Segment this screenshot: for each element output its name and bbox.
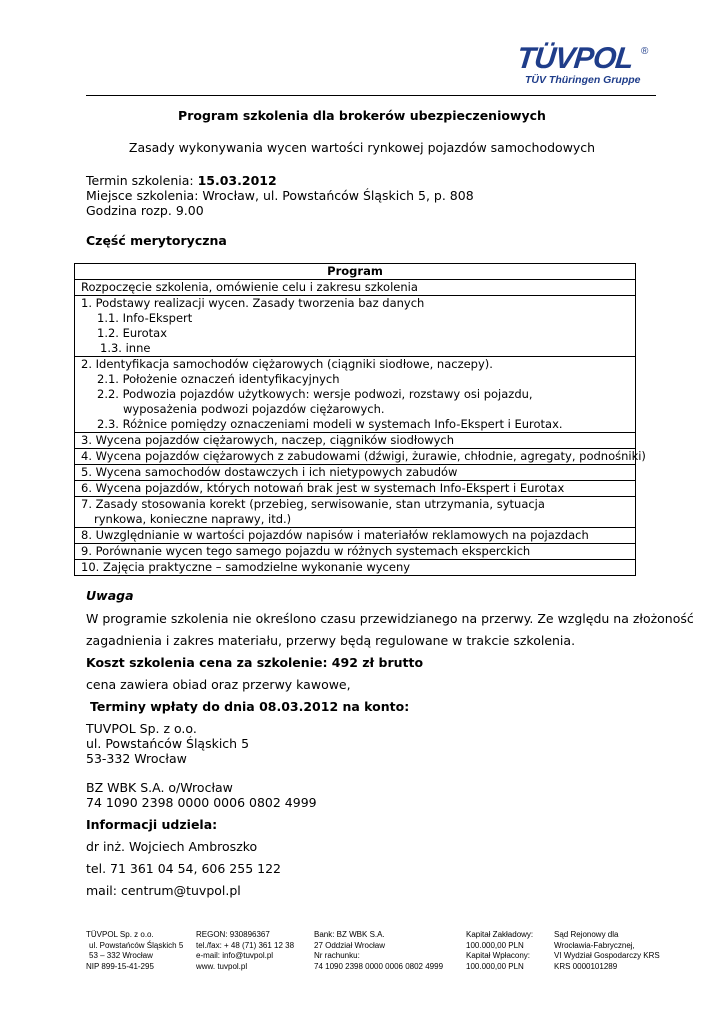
footer-line: Wrocławia-Fabrycznej, — [554, 940, 635, 950]
footer-line: 53 – 332 Wrocław — [89, 951, 153, 960]
footer-line: Nr rachunku: — [314, 951, 360, 960]
program-item: 6. Wycena pojazdów, których notowań brak jest w systemach Info-Ekspert i Eurotax — [81, 481, 565, 495]
document-subtitle: Zasady wykonywania wycen wartości rynkowej pojazdów samochodowych — [128, 140, 596, 155]
footer-line: e-mail: info@tuvpol.pl — [196, 951, 274, 960]
training-date — [86, 173, 277, 188]
footer-registration — [196, 930, 294, 972]
training-date-value: 15.03.2012 — [197, 173, 277, 188]
company-city: 53-332 Wrocław — [86, 751, 187, 766]
program-row — [75, 528, 635, 544]
program-row — [75, 357, 635, 433]
program-subitem: 2.2. Podwozia pojazdów użytkowych: wersje podwozi, rozstawy osi pojazdu, — [97, 387, 533, 401]
footer-line: Sąd Rejonowy dla — [554, 930, 619, 939]
contact-email: mail: centrum@tuvpol.pl — [86, 883, 241, 898]
program-subitem: 1.1. Info-Ekspert — [97, 311, 193, 325]
footer-line: REGON: 930896367 — [196, 930, 270, 939]
program-row — [75, 497, 635, 528]
logo-wordmark: TÜVPOL — [515, 42, 635, 75]
program-item: 7. Zasady stosowania korekt (przebieg, serwisowanie, stan utrzymania, sytuacja — [81, 497, 545, 511]
footer-line: Kapitał Wpłacony: — [466, 951, 531, 960]
logo-subtitle: TÜV Thüringen Gruppe — [525, 74, 641, 86]
program-table-header: Program — [75, 264, 635, 280]
program-item: 4. Wycena pojazdów ciężarowych z zabudowami (dźwigi, żurawie, chłodnie, agregaty, podnośniki) — [81, 449, 646, 463]
note-text-line: W programie szkolenia nie określono czasu przewidzianego na przerwy. Ze względu na złożoność — [86, 611, 694, 626]
program-row — [75, 449, 646, 465]
cost-note: cena zawiera obiad oraz przerwy kawowe, — [86, 677, 351, 692]
footer-line: www. tuvpol.pl — [196, 961, 248, 971]
program-item: 9. Porównanie wycen tego samego pojazdu w różnych systemach eksperckich — [81, 544, 531, 558]
footer-line: NIP 899-15-41-295 — [86, 961, 154, 971]
footer-line: KRS 0000101289 — [554, 961, 618, 971]
training-start-time: Godzina rozp. 9.00 — [86, 203, 204, 218]
training-place: Miejsce szkolenia: Wrocław, ul. Powstańców Śląskich 5, p. 808 — [86, 188, 474, 203]
contact-person: dr inż. Wojciech Ambroszko — [86, 839, 258, 854]
footer-line: 27 Oddział Wrocław — [314, 940, 385, 950]
tuvpol-logo — [517, 44, 657, 90]
cost-line: Koszt szkolenia cena za szkolenie: 492 zł brutto — [86, 655, 424, 670]
company-name: TUVPOL Sp. z o.o. — [86, 721, 197, 736]
program-row — [75, 481, 635, 497]
payment-deadline: Terminy wpłaty do dnia 08.03.2012 na konto: — [90, 699, 410, 714]
footer-capital — [466, 930, 533, 972]
registered-mark: ® — [641, 46, 649, 57]
program-item-continuation: rynkowa, konieczne naprawy, itd.) — [94, 512, 292, 526]
footer-line: tel./fax: + 48 (71) 361 12 38 — [196, 940, 295, 950]
program-row — [75, 296, 635, 357]
footer-court — [554, 930, 660, 972]
footer-line: 100.000,00 PLN — [466, 961, 524, 971]
note-text-line: zagadnienia i zakres materiału, przerwy będą regulowane w trakcie szkolenia. — [86, 633, 576, 648]
note-heading: Uwaga — [86, 588, 134, 603]
footer-line: VI Wydział Gospodarczy KRS — [554, 951, 660, 960]
bank-account: 74 1090 2398 0000 0006 0802 4999 — [86, 795, 317, 810]
program-subitem-continuation: wyposażenia podwozi pojazdów ciężarowych. — [123, 402, 385, 416]
program-item: Rozpoczęcie szkolenia, omówienie celu i zakresu szkolenia — [81, 280, 418, 294]
section-heading: Część merytoryczna — [86, 233, 227, 248]
program-row — [75, 433, 635, 449]
footer-line: Bank: BZ WBK S.A. — [314, 930, 385, 939]
bank-name: BZ WBK S.A. o/Wrocław — [86, 780, 233, 795]
header-divider — [86, 95, 656, 96]
program-subitem: 1.3. inne — [100, 341, 151, 355]
training-date-label: Termin szkolenia: — [86, 173, 198, 188]
program-row — [75, 544, 635, 560]
program-item: 1. Podstawy realizacji wycen. Zasady tworzenia baz danych — [81, 296, 425, 310]
company-street: ul. Powstańców Śląskich 5 — [86, 736, 250, 751]
program-subitem: 2.3. Różnice pomiędzy oznaczeniami modeli w systemach Info-Ekspert i Eurotax. — [97, 417, 563, 431]
program-table — [74, 263, 646, 576]
program-item: 5. Wycena samochodów dostawczych i ich nietypowych zabudów — [81, 465, 458, 479]
program-row — [75, 560, 635, 575]
contact-heading: Informacji udziela: — [86, 817, 218, 832]
footer-line: TÜVPOL Sp. z o.o. — [86, 930, 154, 939]
footer-line: ul. Powstańców Śląskich 5 — [89, 940, 184, 950]
footer-line: 100.000,00 PLN — [466, 940, 524, 950]
document-title: Program szkolenia dla brokerów ubezpieczeniowych — [178, 108, 546, 123]
program-item: 3. Wycena pojazdów ciężarowych, naczep, ciągników siodłowych — [81, 433, 455, 447]
footer-line: 74 1090 2398 0000 0006 0802 4999 — [314, 961, 444, 971]
program-row — [75, 465, 635, 481]
program-row — [75, 280, 635, 296]
program-subitem: 1.2. Eurotax — [97, 326, 168, 340]
program-item: 8. Uwzględnianie w wartości pojazdów napisów i materiałów reklamowych na pojazdach — [81, 528, 589, 542]
contact-phone: tel. 71 361 04 54, 606 255 122 — [86, 861, 281, 876]
program-item: 10. Zajęcia praktyczne – samodzielne wykonanie wyceny — [81, 560, 411, 574]
footer-company — [86, 930, 183, 972]
footer-bank — [314, 930, 443, 972]
program-item: 2. Identyfikacja samochodów ciężarowych (ciągniki siodłowe, naczepy). — [81, 357, 493, 371]
program-subitem: 2.1. Położenie oznaczeń identyfikacyjnych — [97, 372, 340, 386]
footer-line: Kapitał Zakładowy: — [466, 930, 534, 939]
